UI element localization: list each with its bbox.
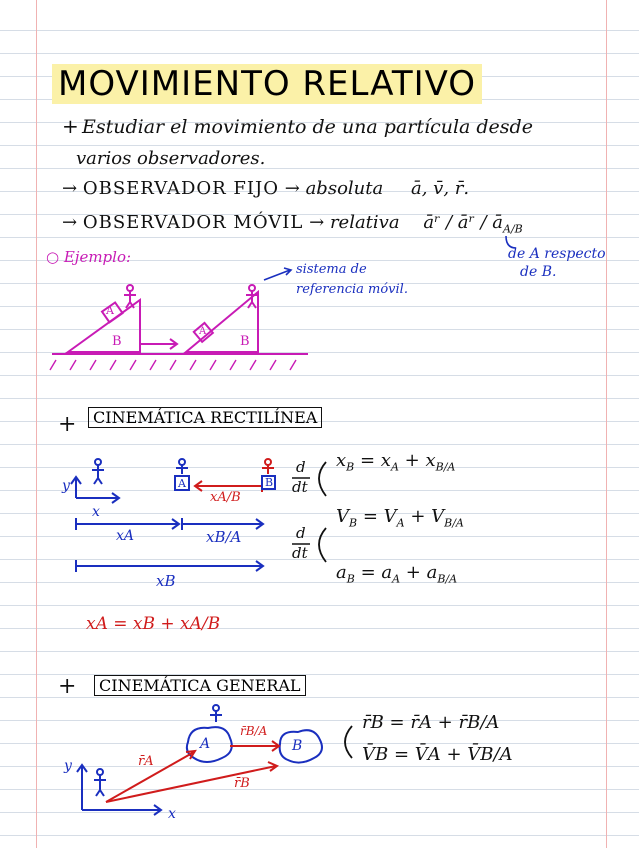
general-axis-y: y [64,758,72,774]
general-body-b-label: B [292,738,303,754]
rect-derivative-dt-2: dt [292,544,308,562]
example-label: ○ Ejemplo: [46,248,132,266]
general-eq-velocity: V̄B = V̄A + V̄B/A [362,744,513,765]
rect-xb-label: xB [156,572,176,590]
rect-axis-y: y [62,478,70,494]
arrow-icon: → [62,178,78,199]
rect-xab-label: xA/B [210,490,241,505]
general-axis-x: x [168,806,176,822]
general-brace [345,726,352,758]
rect-red-equation: xA = xB + xA/B [86,614,221,634]
general-plus: + [58,674,77,699]
note-line-1: de A respecto [508,246,606,262]
rect-eq-acceleration: $a_B = a_A + a_{B/A}$ [336,562,458,586]
observer-fixed-label: OBSERVADOR FIJO [82,178,280,199]
example-moved-block-b-label: B [240,334,250,349]
page-title: MOVIMIENTO RELATIVO [52,64,482,104]
note-line-2: de B. [520,264,557,280]
example-note-line-2: referencia móvil. [296,282,408,297]
observer-moving-label: OBSERVADOR MÓVIL [82,212,304,233]
arrow-icon: → [62,212,78,233]
observer-moving-vectors: āʳ / āʳ / ā [423,212,504,233]
intro-line-2: varios observadores. [76,148,266,169]
arrow-icon: → [309,212,325,233]
rect-plus: + [58,412,77,437]
general-position-vectors [106,741,279,802]
rect-derivative-d-2: d [296,524,306,542]
general-rba-label: r̄B/A [240,724,268,738]
example-note-line-1: sistema de [296,262,367,277]
rect-derivative-dt-1: dt [292,478,308,496]
general-ra-label: r̄A [138,754,154,769]
rect-xa-label: xA [116,528,135,544]
rect-derivative-d-1: d [296,458,306,476]
rect-block-a-label: A [178,477,186,490]
observer-moving-kind: relativa [329,212,400,233]
rect-heading: CINEMÁTICA RECTILÍNEA [88,408,322,427]
observer-moving-subscript: A/B [503,222,523,236]
example-moved-block-a-label: A [199,326,207,337]
example-block-a-label: A [106,304,114,317]
example-block-b-label: B [112,334,122,349]
general-eq-position: r̄B = r̄A + r̄B/A [362,712,500,733]
general-body-a-label: A [200,736,211,752]
rect-xba-label: xB/A [206,528,242,546]
observer-fixed-vectors: ā, v̄, r̄. [410,178,470,199]
observer-fixed-kind: absoluta [305,178,384,199]
rect-axis-x: x [92,504,100,520]
general-rb-label: r̄B [234,776,250,791]
general-heading: CINEMÁTICA GENERAL [94,676,306,695]
rect-eq-position: $x_B = x_A + x_{B/A}$ [336,450,456,474]
intro-bullet: + [62,114,79,138]
rect-block-b-label: B [265,476,274,489]
rect-eq-velocity: $V_B = V_A + V_{B/A}$ [336,506,464,530]
arrow-icon: → [284,178,300,199]
intro-line-1: Estudiar el movimiento de una partícula desde [82,116,533,138]
